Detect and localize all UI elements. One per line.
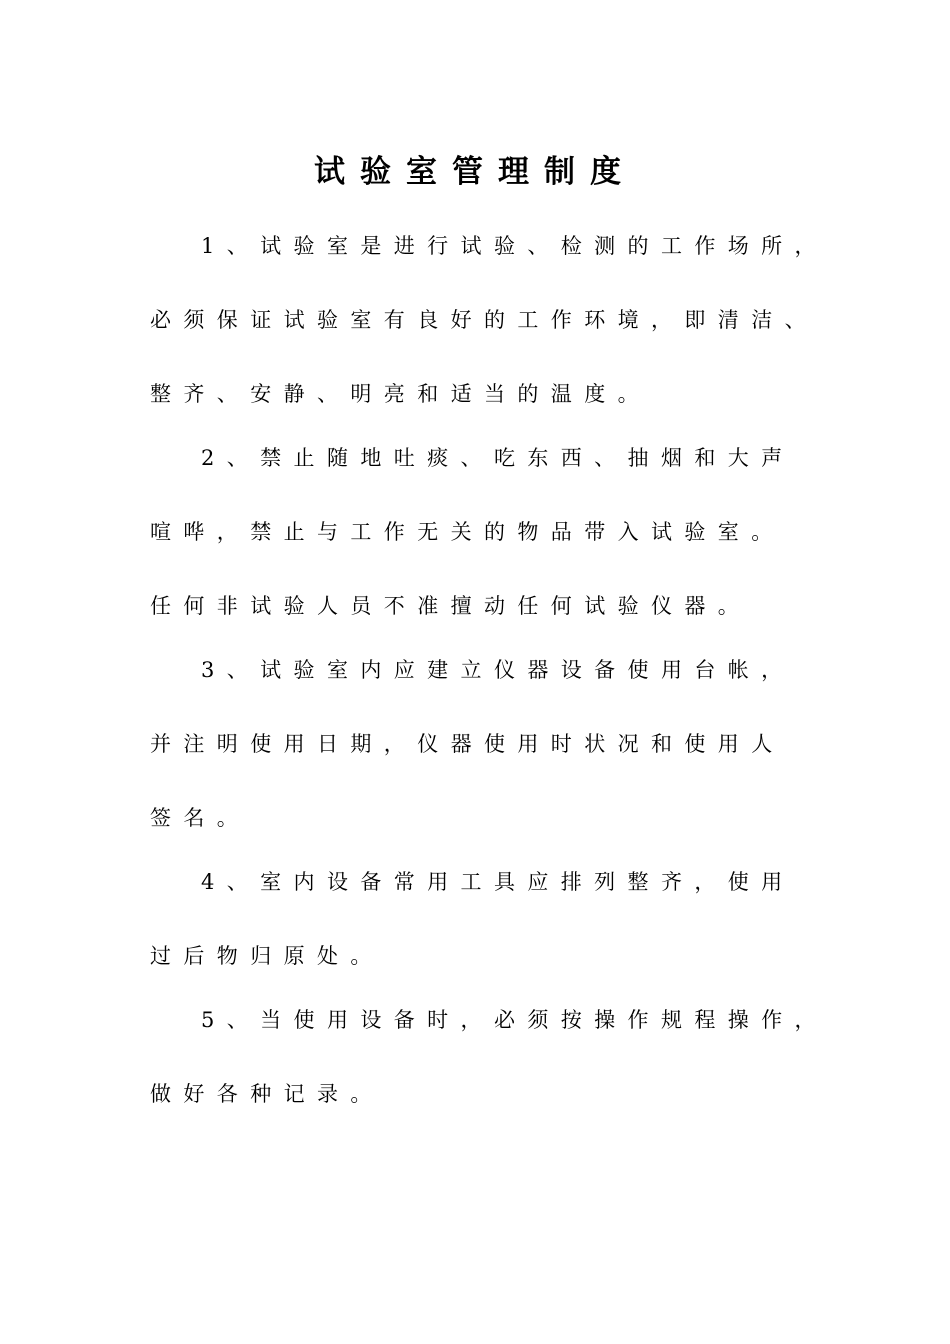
- rule-3-line-3: 签名。: [150, 806, 251, 830]
- rule-2-line-1: 2、禁止随地吐痰、吃东西、抽烟和大声: [201, 446, 795, 470]
- rule-4-line-2: 过后物归原处。: [150, 944, 384, 968]
- rule-3-line-1: 3、试验室内应建立仪器设备使用台帐，: [201, 658, 795, 682]
- rule-5-line-1: 5、当使用设备时，必须按操作规程操作，: [201, 1008, 828, 1032]
- rule-2-line-2: 喧哗，禁止与工作无关的物品带入试验室。: [150, 520, 785, 544]
- rule-1-line-2: 必须保证试验室有良好的工作环境，即清洁、: [150, 308, 818, 332]
- rule-1-line-1: 1、试验室是进行试验、检测的工作场所，: [201, 234, 828, 258]
- rule-2-line-3: 任何非试验人员不准擅动任何试验仪器。: [150, 594, 752, 618]
- rule-5-line-2: 做好各种记录。: [150, 1082, 384, 1106]
- document-title: 试验室管理制度: [314, 154, 636, 190]
- rule-3-line-2: 并注明使用日期，仪器使用时状况和使用人: [150, 732, 785, 756]
- rule-4-line-1: 4、室内设备常用工具应排列整齐，使用: [201, 870, 795, 894]
- rule-1-line-3: 整齐、安静、明亮和适当的温度。: [150, 382, 651, 406]
